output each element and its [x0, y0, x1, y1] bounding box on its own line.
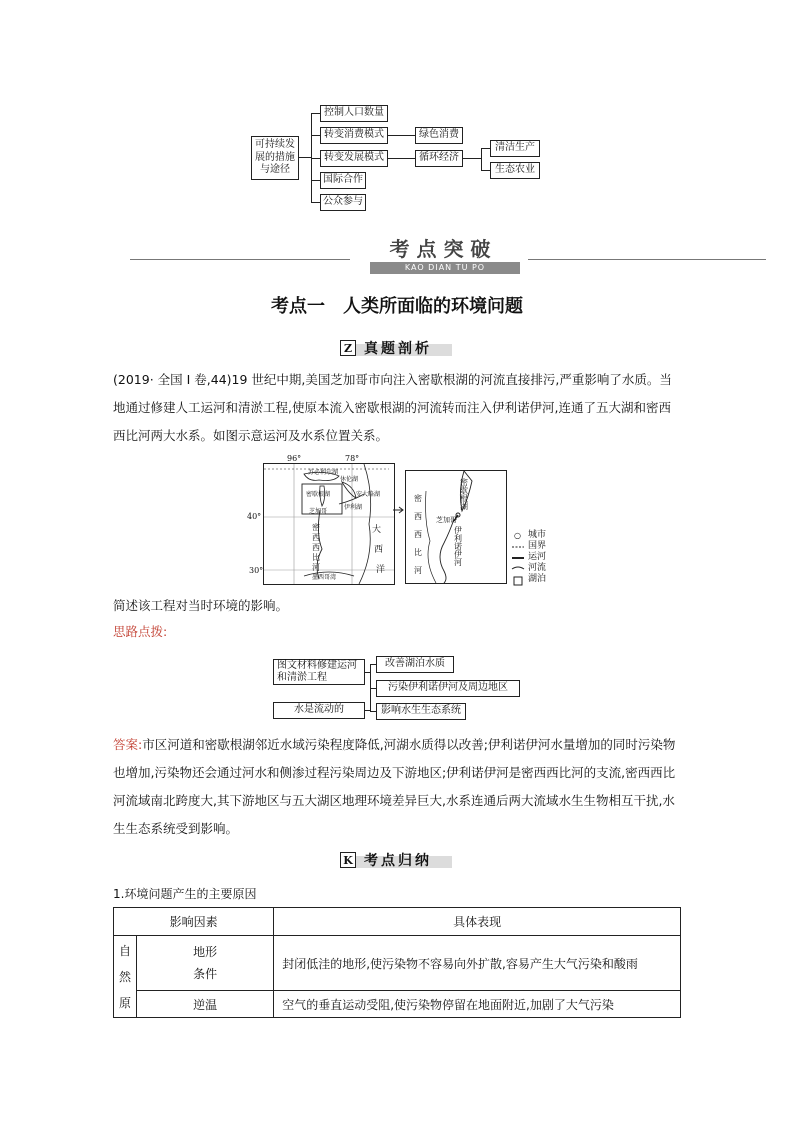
map-label: 西	[312, 543, 320, 552]
map-label: 河	[414, 566, 422, 575]
map-label: 比	[414, 548, 422, 557]
circular-economy-box: 循环经济	[415, 150, 463, 167]
map-label: 密	[460, 478, 468, 487]
factor-cell: 逆温	[137, 991, 274, 1018]
tag-label: 真题剖析	[364, 341, 432, 357]
table-row	[114, 936, 681, 991]
lat-label: 40°	[247, 512, 262, 521]
map-label: 根	[460, 494, 468, 503]
map-label: 诺	[454, 542, 462, 551]
section-title: 考 点 突 破	[389, 237, 491, 261]
map-label: 苏必利尔湖	[308, 469, 339, 476]
map-label: 芝加哥	[436, 516, 457, 524]
lat-label: 30°	[249, 566, 264, 575]
hint-label: 思路点拨:	[113, 624, 168, 639]
map-label: 西	[414, 530, 422, 539]
map-label: 密	[312, 523, 320, 532]
map-label: 墨西哥湾	[312, 574, 337, 581]
lon-label: 78°	[345, 454, 360, 463]
hint-right-box: 影响水生生态系统	[376, 703, 466, 720]
legend-item: 湖泊	[528, 574, 547, 584]
eco-agriculture-box: 生态农业	[490, 162, 540, 179]
summary-tag	[340, 850, 432, 870]
tag-label: 考点归纳	[364, 853, 432, 869]
detail-map	[405, 470, 507, 584]
map-label: 伊	[454, 526, 462, 535]
map-label: 西	[374, 545, 384, 555]
topic-title: 考点一 人类所面临的环境问题	[271, 296, 523, 317]
branch-box: 转变消费模式	[320, 127, 388, 144]
section-pinyin: KAO DIAN TU PO	[370, 262, 520, 274]
green-consumption-box: 绿色消费	[415, 127, 463, 144]
table-header: 具体表现	[274, 908, 681, 936]
legend-item: 运河	[528, 552, 547, 562]
map-label: 休伦湖	[340, 476, 359, 483]
map-label: 安大略湖	[356, 491, 381, 498]
legend-item: 城市	[528, 530, 547, 540]
map-label: 伊利湖	[344, 504, 363, 511]
factor-cell: 地形 条件	[137, 936, 274, 991]
branch-box: 公众参与	[320, 194, 366, 211]
hint-right-box: 污染伊利诺伊河及周边地区	[376, 680, 520, 697]
map-label: 利	[454, 534, 462, 543]
overview-map	[263, 463, 395, 585]
map-label: 伊	[454, 550, 462, 559]
diagram-root-box: 可持续发展的措施与途径	[251, 136, 299, 180]
map-label: 西	[414, 512, 422, 521]
map-label: 西	[312, 533, 320, 542]
k-icon: K	[340, 852, 356, 868]
branch-box: 转变发展模式	[320, 150, 388, 167]
legend-item: 河流	[528, 563, 547, 573]
branch-box: 国际合作	[320, 172, 366, 189]
question-prompt: 简述该工程对当时环境的影响。	[113, 598, 289, 613]
causes-table	[113, 907, 681, 1018]
map-label: 比	[312, 553, 320, 562]
map-label: 湖	[460, 502, 468, 511]
detail-cell: 封闭低洼的地形,使污染物不容易向外扩散,容易产生大气污染和酸雨	[274, 936, 681, 991]
map-label: 密歇根湖	[306, 491, 331, 498]
answer-label: 答案:	[113, 737, 143, 752]
real-question-tag	[340, 338, 432, 358]
hint-left-bottom-box: 水是流动的	[273, 702, 365, 719]
map-label: 河	[312, 563, 320, 572]
list-title: 1.环境问题产生的主要原因	[113, 887, 257, 901]
legend-item: 国界	[528, 541, 547, 551]
table-header-row	[114, 908, 681, 936]
table-header: 影响因素	[114, 908, 274, 936]
hint-left-top-box: 图文材料修建运河和清淤工程	[273, 659, 365, 685]
lon-label: 96°	[287, 454, 302, 463]
z-icon: Z	[340, 340, 356, 356]
map-label: 芝加哥	[309, 508, 328, 515]
table-row	[114, 991, 681, 1018]
branch-box: 控制人口数量	[320, 105, 388, 122]
clean-production-box: 清洁生产	[490, 140, 540, 157]
question-text: (2019· 全国 Ⅰ 卷,44)19 世纪中期,美国芝加哥市向注入密歇根湖的河流直接排污,严重影响了水质。当地通过修建人工运河和清淤工程,使原本流入密歇根湖的河流转而注入伊利诺伊河,连通了五大湖和密西西比河两大水系。如图示意运河及水系位置关系。	[113, 372, 672, 443]
group-cell: 自 然 原	[114, 936, 137, 1018]
map-label: 大	[372, 525, 382, 535]
map-label: 密	[414, 494, 422, 503]
hint-right-box: 改善湖泊水质	[376, 656, 454, 673]
map-label: 歇	[460, 486, 468, 495]
map-label: 河	[454, 558, 462, 567]
map-label: 洋	[376, 565, 386, 575]
answer-block	[113, 731, 681, 843]
answer-text: 市区河道和密歇根湖邻近水域污染程度降低,河湖水质得以改善;伊利诺伊河水量增加的同时污染物也增加,污染物还会通过河水和侧渗过程污染周边及下游地区;伊利诺伊河是密西西比河的支流,密西西比河流域南北跨度大,其下游地区与五大湖区地理环境差异巨大,水系连通后两大流域水生生物相互干扰,水生生态系统受到影响。	[113, 737, 676, 836]
detail-cell: 空气的垂直运动受阻,使污染物停留在地面附近,加剧了大气污染	[274, 991, 681, 1018]
